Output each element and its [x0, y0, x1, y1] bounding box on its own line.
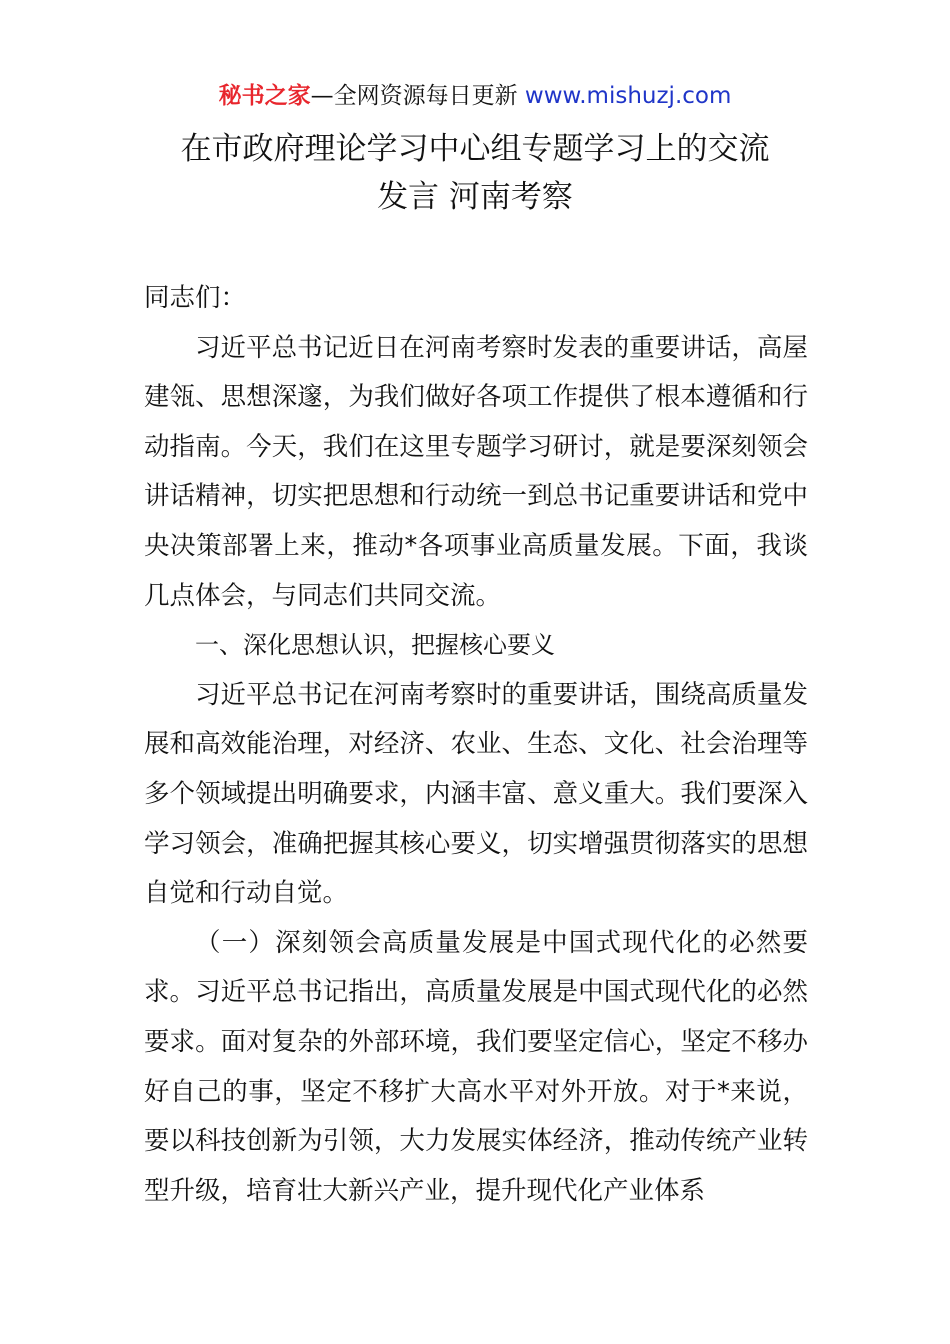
site-header	[0, 80, 950, 112]
paragraph-section-intro: 习近平总书记在河南考察时的重要讲话，围绕高质量发展和高效能治理，对经济、农业、生态、文化、社会治理等多个领域提出明确要求，内涵丰富、意义重大。我们要深入学习领会，准确把握其核心要义，切实增强贯彻落实的思想自觉和行动自觉。	[144, 679, 808, 909]
paragraph-intro: 习近平总书记近日在河南考察时发表的重要讲话，高屋建瓴、思想深邃，为我们做好各项工作提供了根本遵循和行动指南。今天，我们在这里专题学习研讨，就是要深刻领会讲话精神，切实把思想和行动统一到总书记重要讲话和党中央决策部署上来，推动*各项事业高质量发展。下面，我谈几点体会，与同志们共同交流。	[144, 332, 808, 611]
site-tagline: —全网资源每日更新	[310, 83, 525, 109]
title-line-1: 在市政府理论学习中心组专题学习上的交流	[180, 131, 770, 167]
title-line-2: 发言 河南考察	[377, 179, 573, 215]
salutation: 同志们：	[144, 283, 247, 313]
section-heading: 一、深化思想认识，把握核心要义	[195, 631, 555, 660]
document-title	[100, 125, 850, 221]
site-name: 秘书之家	[218, 83, 311, 109]
paragraph-subsection-1: （一）深刻领会高质量发展是中国式现代化的必然要求。习近平总书记指出，高质量发展是中国式现代化的必然要求。面对复杂的外部环境，我们要坚定信心，坚定不移办好自己的事，坚定不移扩大高水平对外开放。对于*来说，要以科技创新为引领，大力发展实体经济，推动传统产业转型升级，培育壮大新兴产业，提升现代化产业体系	[144, 927, 808, 1206]
document-body	[144, 274, 808, 1216]
site-url-link[interactable]: www.mishuzj.com	[524, 83, 732, 109]
